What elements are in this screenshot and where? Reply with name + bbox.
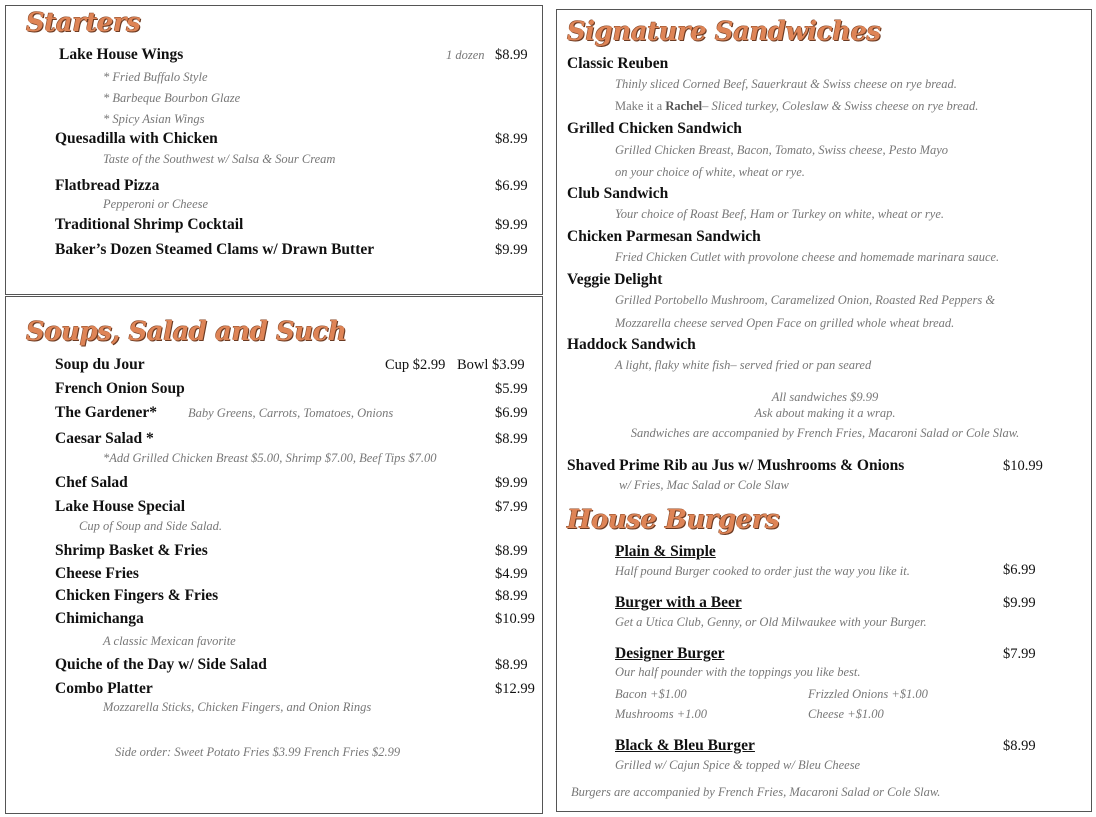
gardener-desc: Baby Greens, Carrots, Tomatoes, Onions [188, 406, 394, 420]
haddock-name: Haddock Sandwich [567, 336, 696, 353]
prime-rib-price: $10.99 [1003, 458, 1043, 474]
sandwich-sides-note: Sandwiches are accompanied by French Fries, Macaroni Salad or Cole Slaw. [630, 426, 1020, 440]
side-order-note: Side order: Sweet Potato Fries $3.99 French Fries $2.99 [115, 745, 401, 759]
topping-bacon: Bacon +$1.00 [615, 687, 687, 701]
wings-style-3: * Spicy Asian Wings [103, 112, 205, 126]
soup-bowl-price: Bowl $3.99 [457, 357, 525, 373]
quiche-price: $8.99 [495, 657, 528, 673]
special-desc: Cup of Soup and Side Salad. [79, 519, 223, 533]
grilled-chicken-desc-1: Grilled Chicken Breast, Bacon, Tomato, Swiss cheese, Pesto Mayo [615, 143, 949, 157]
black-bleu-desc: Grilled w/ Cajun Spice & topped w/ Bleu Cheese [615, 758, 861, 772]
starters-panel [5, 5, 543, 295]
rachel-desc: – Sliced turkey, Coleslaw & Swiss cheese on rye bread. [702, 99, 979, 113]
wings-qty: 1 dozen [446, 48, 485, 62]
reuben-name: Classic Reuben [567, 55, 669, 72]
wings-name: Lake House Wings [59, 46, 184, 63]
starters-heading: Starters [26, 8, 141, 38]
chef-salad-name: Chef Salad [55, 474, 128, 491]
french-onion-price: $5.99 [495, 381, 528, 397]
wings-price: $8.99 [495, 47, 528, 63]
quesadilla-name: Quesadilla with Chicken [55, 130, 218, 147]
club-desc: Your choice of Roast Beef, Ham or Turkey on white, wheat or rye. [615, 207, 945, 221]
wings-style-1: * Fried Buffalo Style [103, 70, 208, 84]
chicken-fingers-price: $8.99 [495, 588, 528, 604]
grilled-chicken-name: Grilled Chicken Sandwich [567, 120, 742, 137]
burger-beer-desc: Get a Utica Club, Genny, or Old Milwaukee with your Burger. [615, 615, 927, 629]
soups-heading: Soups, Salad and Such [26, 317, 347, 347]
parmesan-desc: Fried Chicken Cutlet with provolone cheese and homemade marinara sauce. [615, 250, 1000, 264]
topping-cheese: Cheese +$1.00 [808, 707, 884, 721]
soup-du-jour-name: Soup du Jour [55, 356, 145, 373]
prime-rib-name: Shaved Prime Rib au Jus w/ Mushrooms & Onions [567, 457, 905, 474]
shrimp-basket-name: Shrimp Basket & Fries [55, 542, 208, 559]
cheese-fries-price: $4.99 [495, 566, 528, 582]
rachel-line [615, 99, 978, 114]
chimichanga-desc: A classic Mexican favorite [103, 634, 236, 648]
caesar-name: Caesar Salad * [55, 430, 154, 447]
designer-burger-desc: Our half pounder with the toppings you like best. [615, 665, 861, 679]
flatbread-price: $6.99 [495, 178, 528, 194]
designer-burger-name: Designer Burger [615, 645, 725, 662]
reuben-desc: Thinly sliced Corned Beef, Sauerkraut & Swiss cheese on rye bread. [615, 77, 957, 91]
veggie-desc-2: Mozzarella cheese served Open Face on grilled whole wheat bread. [615, 316, 955, 330]
gardener-name: The Gardener* [55, 404, 158, 421]
combo-price: $12.99 [495, 681, 535, 697]
haddock-desc: A light, flaky white fish– served fried or pan seared [615, 358, 872, 372]
shrimp-cocktail-price: $9.99 [495, 217, 528, 233]
black-bleu-name: Black & Bleu Burger [615, 737, 755, 754]
club-name: Club Sandwich [567, 185, 669, 202]
caesar-desc: *Add Grilled Chicken Breast $5.00, Shrimp $7.00, Beef Tips $7.00 [103, 451, 437, 465]
soups-panel [5, 296, 543, 814]
plain-simple-desc: Half pound Burger cooked to order just the way you like it. [615, 564, 910, 578]
burgers-heading: House Burgers [567, 505, 780, 535]
grilled-chicken-desc-2: on your choice of white, wheat or rye. [615, 165, 805, 179]
quesadilla-price: $8.99 [495, 131, 528, 147]
caesar-price: $8.99 [495, 431, 528, 447]
shrimp-cocktail-name: Traditional Shrimp Cocktail [55, 216, 244, 233]
sandwich-price-note: All sandwiches $9.99 [771, 390, 879, 404]
chicken-fingers-name: Chicken Fingers & Fries [55, 587, 219, 604]
veggie-name: Veggie Delight [567, 271, 663, 288]
topping-mushrooms: Mushrooms +1.00 [615, 707, 708, 721]
cheese-fries-name: Cheese Fries [55, 565, 139, 582]
burger-sides-note: Burgers are accompanied by French Fries, Macaroni Salad or Cole Slaw. [571, 785, 941, 799]
topping-onions: Frizzled Onions +$1.00 [808, 687, 928, 701]
special-name: Lake House Special [55, 498, 186, 515]
veggie-desc-1: Grilled Portobello Mushroom, Caramelized Onion, Roasted Red Peppers & [615, 293, 996, 307]
parmesan-name: Chicken Parmesan Sandwich [567, 228, 761, 245]
chimichanga-name: Chimichanga [55, 610, 144, 627]
sandwiches-heading: Signature Sandwiches [567, 17, 881, 47]
chef-salad-price: $9.99 [495, 475, 528, 491]
flatbread-desc: Pepperoni or Cheese [103, 197, 209, 211]
clams-name: Baker’s Dozen Steamed Clams w/ Drawn Butter [55, 241, 375, 258]
designer-burger-price: $7.99 [1003, 646, 1036, 662]
plain-simple-name: Plain & Simple [615, 543, 716, 560]
black-bleu-price: $8.99 [1003, 738, 1036, 754]
chimichanga-price: $10.99 [495, 611, 535, 627]
french-onion-name: French Onion Soup [55, 380, 185, 397]
plain-simple-price: $6.99 [1003, 562, 1036, 578]
quiche-name: Quiche of the Day w/ Side Salad [55, 656, 267, 673]
rachel-prefix: Make it a [615, 99, 666, 113]
soup-cup-price: Cup $2.99 [385, 357, 446, 373]
sandwiches-burgers-panel [556, 9, 1092, 812]
rachel-name: Rachel [665, 99, 703, 113]
wings-style-2: * Barbeque Bourbon Glaze [103, 91, 241, 105]
burger-beer-price: $9.99 [1003, 595, 1036, 611]
clams-price: $9.99 [495, 242, 528, 258]
special-price: $7.99 [495, 499, 528, 515]
flatbread-name: Flatbread Pizza [55, 177, 160, 194]
combo-name: Combo Platter [55, 680, 153, 697]
quesadilla-desc: Taste of the Southwest w/ Salsa & Sour Cream [103, 152, 336, 166]
wrap-note: Ask about making it a wrap. [754, 406, 896, 420]
shrimp-basket-price: $8.99 [495, 543, 528, 559]
prime-rib-desc: w/ Fries, Mac Salad or Cole Slaw [619, 478, 789, 492]
gardener-price: $6.99 [495, 405, 528, 421]
burger-beer-name: Burger with a Beer [615, 594, 742, 611]
combo-desc: Mozzarella Sticks, Chicken Fingers, and Onion Rings [103, 700, 372, 714]
